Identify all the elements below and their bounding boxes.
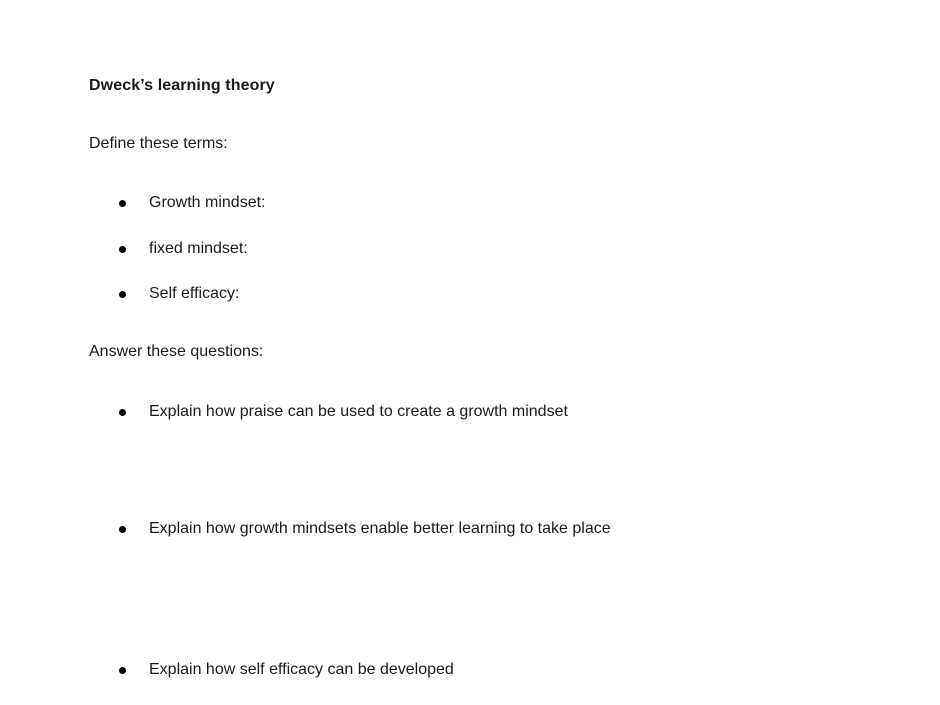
question-text: Explain how praise can be used to create a growth mindset: [149, 403, 568, 420]
define-terms-label: Define these terms:: [89, 135, 228, 152]
document-title: Dweck’s learning theory: [89, 77, 275, 94]
bullet-icon: [119, 200, 126, 207]
term-item-fixed-mindset: [118, 239, 248, 259]
bullet-icon: [119, 526, 126, 533]
term-item-self-efficacy: [118, 284, 239, 304]
term-text: Growth mindset:: [149, 194, 266, 211]
question-text: Explain how growth mindsets enable better learning to take place: [149, 520, 611, 537]
question-item-praise: [118, 402, 568, 422]
bullet-icon: [119, 409, 126, 416]
question-item-growth-mindsets: [118, 519, 611, 539]
term-item-growth-mindset: [118, 193, 265, 213]
answer-questions-label: Answer these questions:: [89, 343, 264, 360]
question-item-self-efficacy: [118, 660, 454, 680]
term-text: Self efficacy:: [149, 285, 240, 302]
bullet-icon: [119, 291, 126, 298]
question-text: Explain how self efficacy can be developed: [149, 661, 454, 678]
bullet-icon: [119, 246, 126, 253]
bullet-icon: [119, 667, 126, 674]
term-text: fixed mindset:: [149, 240, 248, 257]
